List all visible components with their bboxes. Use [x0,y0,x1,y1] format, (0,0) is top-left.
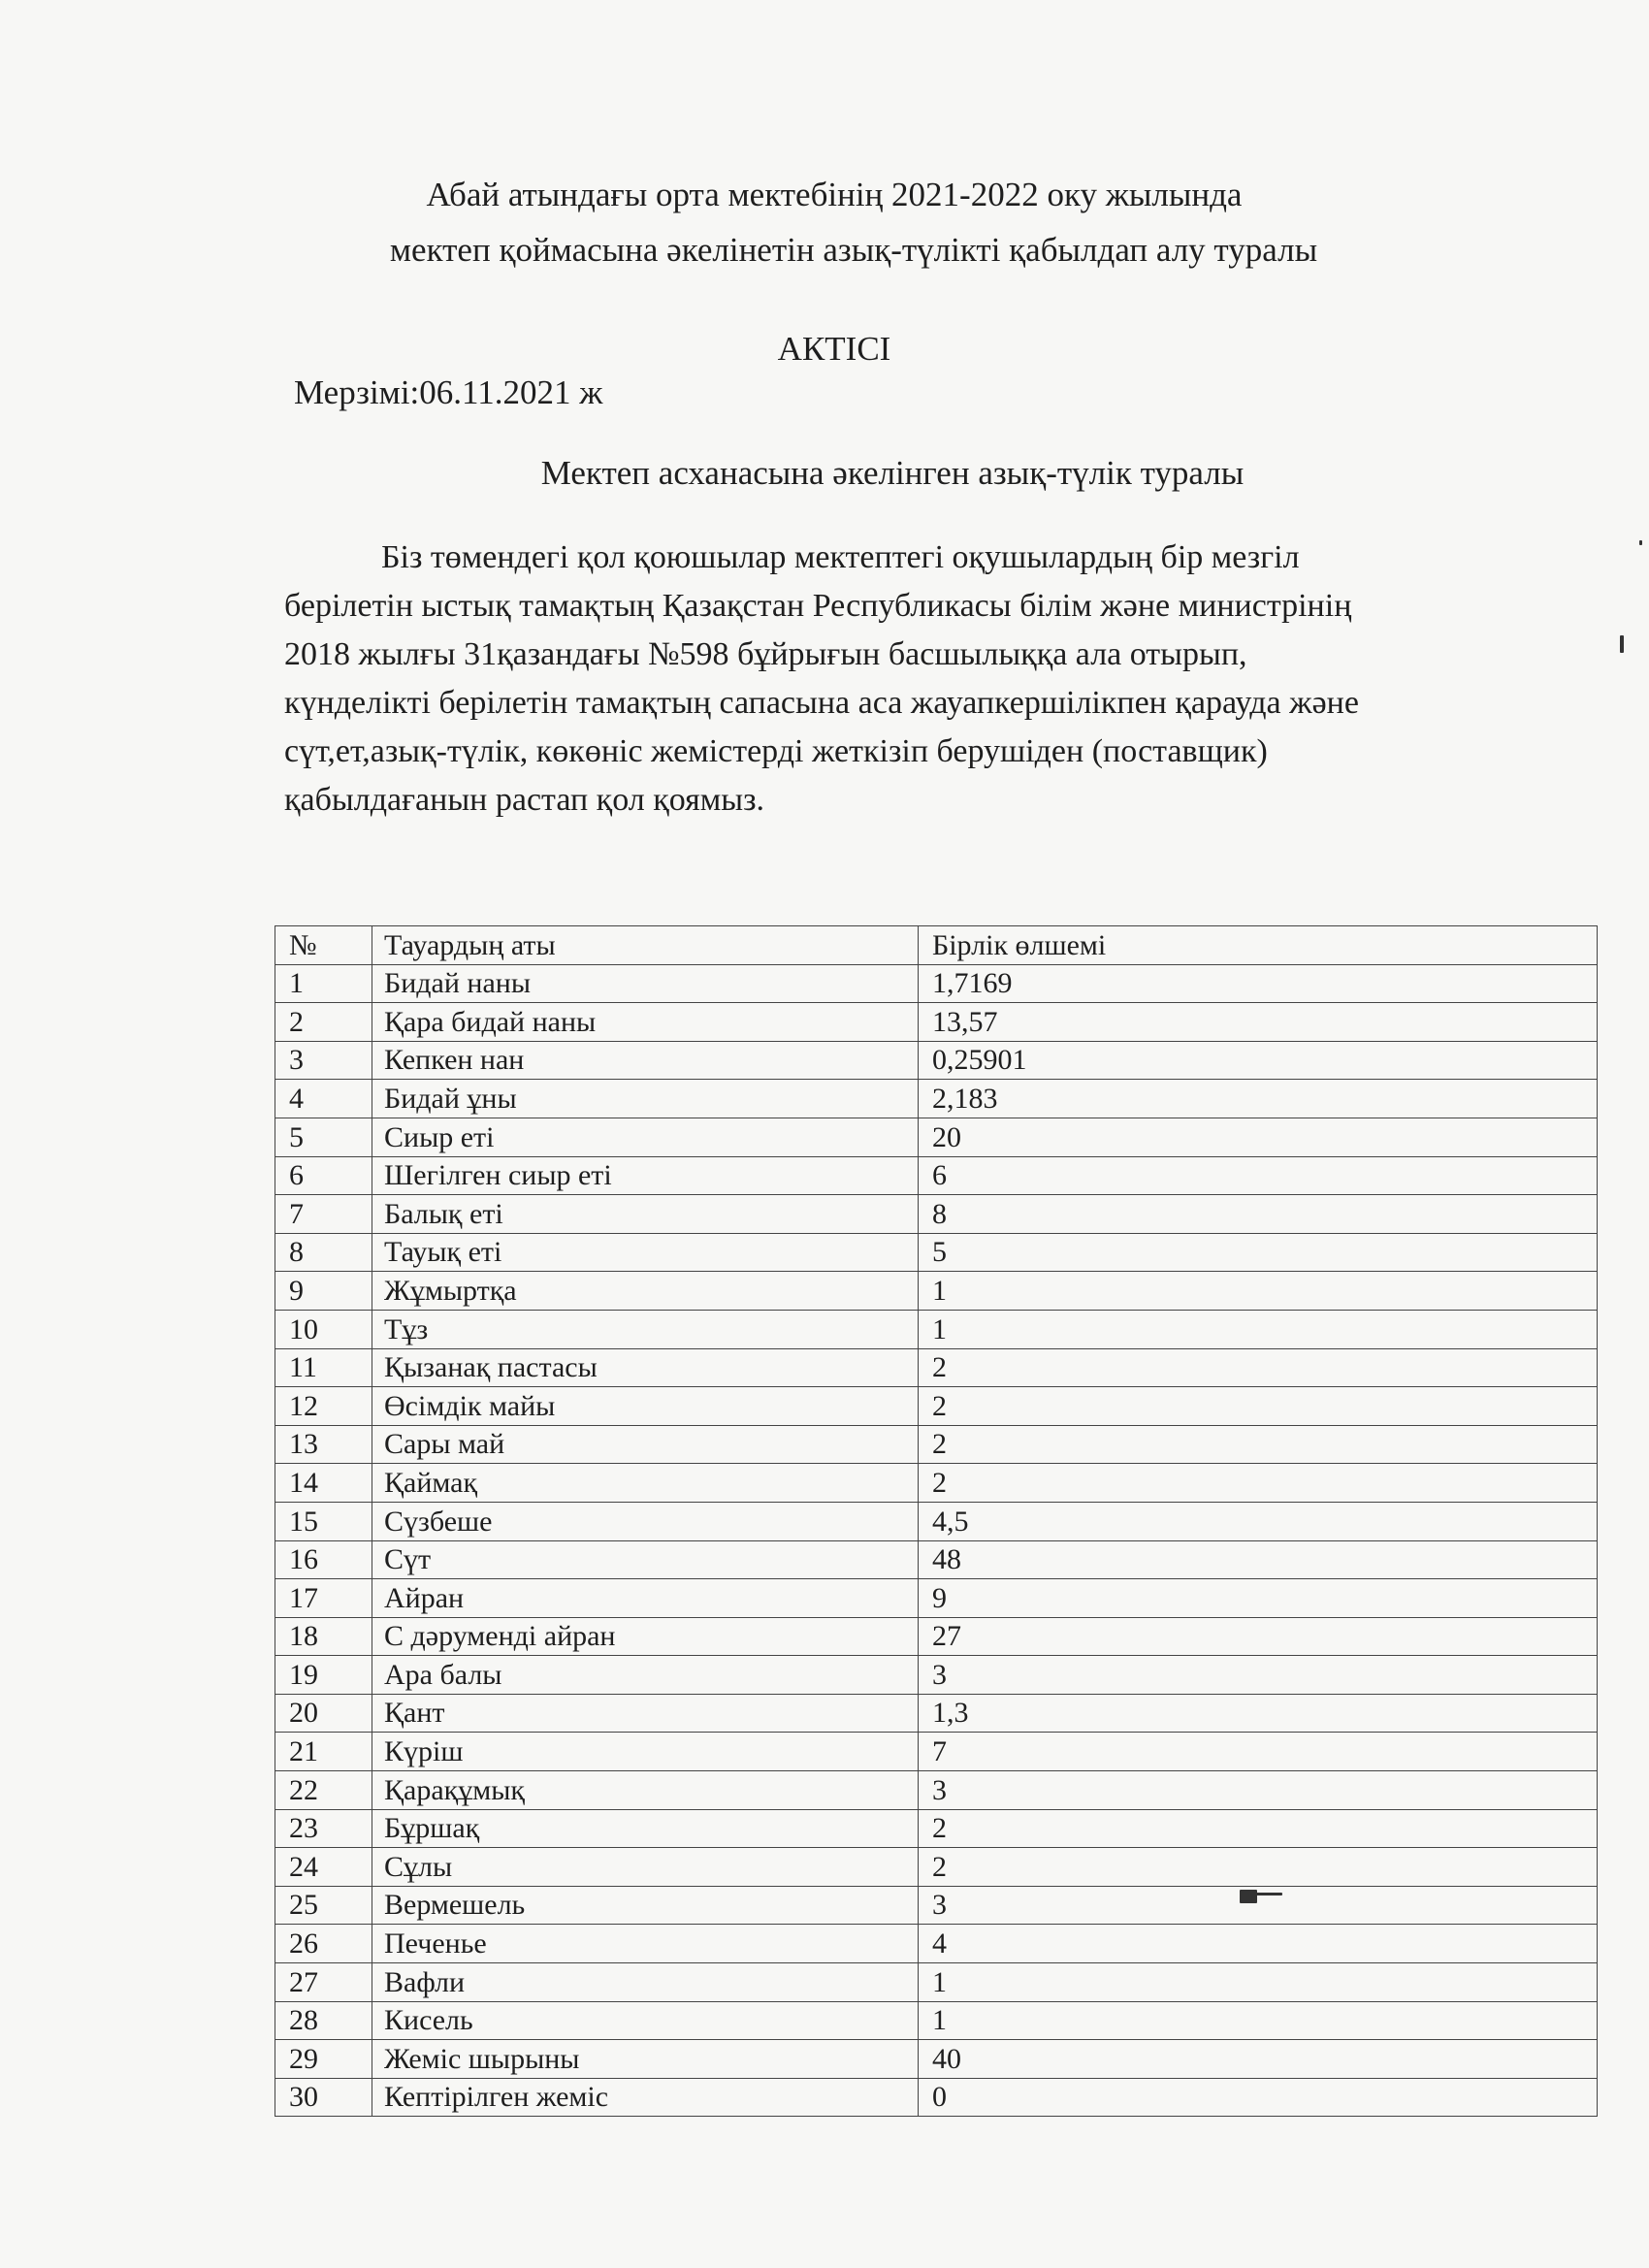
table-row [275,1310,1598,1348]
table-row [275,1656,1598,1695]
header-number: № [275,926,372,965]
document-title-line-2: мектеп қоймасына әкелінетін азық-түлікті қабылдап алу туралы [389,231,1318,269]
table-row [275,1771,1598,1810]
row-unit-value: 40 [919,2040,1598,2079]
row-unit-value: 9 [919,1579,1598,1618]
table-row [275,1809,1598,1848]
row-number: 17 [275,1579,372,1618]
table-row [275,1886,1598,1925]
table-row [275,1041,1598,1080]
table-row [275,1617,1598,1656]
row-product-name: Сұлы [372,1848,919,1887]
table-row [275,1080,1598,1118]
row-number: 1 [275,964,372,1003]
row-unit-value: 2 [919,1387,1598,1426]
document-title-line-1: Абай атындағы орта мектебінің 2021-2022 оку жылында [426,176,1243,213]
row-number: 4 [275,1080,372,1118]
row-product-name: Печенье [372,1925,919,1963]
row-number: 13 [275,1425,372,1464]
table-row [275,1925,1598,1963]
row-number: 21 [275,1733,372,1771]
row-unit-value: 48 [919,1540,1598,1579]
row-unit-value: 2 [919,1809,1598,1848]
row-unit-value: 0,25901 [919,1041,1598,1080]
table-row [275,1579,1598,1618]
table-row [275,1233,1598,1272]
row-unit-value: 8 [919,1195,1598,1234]
row-unit-value: 1 [919,1272,1598,1311]
row-number: 15 [275,1502,372,1540]
row-number: 22 [275,1771,372,1810]
row-product-name: Қызанақ пастасы [372,1348,919,1387]
row-product-name: Айран [372,1579,919,1618]
row-product-name: Қант [372,1694,919,1733]
paragraph-line: 2018 жылғы 31қазандағы №598 бұйрығын басшылыққа ала отырып, [284,636,1247,672]
paragraph-line: берілетін ыстық тамақтың Қазақстан Республикасы білім және министрінің [284,588,1352,624]
table-row [275,1540,1598,1579]
table-row [275,1502,1598,1540]
table-body [275,964,1598,2117]
row-unit-value: 2,183 [919,1080,1598,1118]
row-unit-value: 1,3 [919,1694,1598,1733]
row-number: 12 [275,1387,372,1426]
table-row [275,1464,1598,1503]
row-unit-value: 3 [919,1771,1598,1810]
table-row [275,1118,1598,1156]
row-unit-value: 2 [919,1348,1598,1387]
table-row [275,1348,1598,1387]
row-unit-value: 4 [919,1925,1598,1963]
row-product-name: Жеміс шырыны [372,2040,919,2079]
row-number: 23 [275,1809,372,1848]
paragraph-line: күнделікті берілетін тамақтың сапасына аса жауапкершілікпен қарауда және [284,685,1359,721]
row-product-name: Қарақұмық [372,1771,919,1810]
row-number: 20 [275,1694,372,1733]
header-product-name: Тауардың аты [372,926,919,965]
row-unit-value: 0 [919,2078,1598,2117]
row-product-name: Сары май [372,1425,919,1464]
header-unit: Бірлік өлшемі [919,926,1598,965]
row-number: 30 [275,2078,372,2117]
row-number: 9 [275,1272,372,1311]
row-number: 2 [275,1003,372,1042]
table-header-row [275,926,1598,965]
row-number: 14 [275,1464,372,1503]
row-product-name: Жұмыртқа [372,1272,919,1311]
row-product-name: Күріш [372,1733,919,1771]
table-row [275,1848,1598,1887]
row-number: 27 [275,1963,372,2002]
row-unit-value: 1 [919,2001,1598,2040]
row-unit-value: 2 [919,1464,1598,1503]
row-number: 19 [275,1656,372,1695]
row-product-name: Бидай ұны [372,1080,919,1118]
row-product-name: Бұршақ [372,1809,919,1848]
row-product-name: Тұз [372,1310,919,1348]
row-product-name: Шегілген сиыр еті [372,1156,919,1195]
row-number: 16 [275,1540,372,1579]
row-number: 3 [275,1041,372,1080]
row-number: 28 [275,2001,372,2040]
row-product-name: Тауық еті [372,1233,919,1272]
scan-speck [1255,1893,1282,1895]
row-unit-value: 13,57 [919,1003,1598,1042]
row-product-name: Кисель [372,2001,919,2040]
row-unit-value: 2 [919,1848,1598,1887]
paragraph-line: Біз төмендегі қол қоюшылар мектептегі оқушылардың бір мезгіл [381,539,1300,575]
row-number: 24 [275,1848,372,1887]
table-row [275,2078,1598,2117]
row-number: 29 [275,2040,372,2079]
products-table [275,925,1598,2117]
row-product-name: Вермешель [372,1886,919,1925]
row-number: 26 [275,1925,372,1963]
row-unit-value: 3 [919,1886,1598,1925]
row-product-name: Өсімдік майы [372,1387,919,1426]
row-number: 18 [275,1617,372,1656]
row-unit-value: 27 [919,1617,1598,1656]
row-number: 6 [275,1156,372,1195]
row-product-name: С дәруменді айран [372,1617,919,1656]
row-product-name: Ара балы [372,1656,919,1695]
row-product-name: Сүт [372,1540,919,1579]
scan-speck [1620,635,1624,653]
row-number: 11 [275,1348,372,1387]
row-unit-value: 3 [919,1656,1598,1695]
table-row [275,1733,1598,1771]
row-unit-value: 6 [919,1156,1598,1195]
row-product-name: Кепкен нан [372,1041,919,1080]
table-row [275,1694,1598,1733]
table-row [275,1272,1598,1311]
row-product-name: Сиыр еті [372,1118,919,1156]
table-row [275,2001,1598,2040]
row-unit-value: 1 [919,1310,1598,1348]
table-row [275,1195,1598,1234]
act-label: АКТІСІ [777,330,891,368]
table-row [275,1003,1598,1042]
row-unit-value: 1 [919,1963,1598,2002]
body-paragraph [284,534,1555,825]
table-row [275,1156,1598,1195]
table-row [275,1387,1598,1426]
row-unit-value: 5 [919,1233,1598,1272]
row-unit-value: 20 [919,1118,1598,1156]
row-number: 10 [275,1310,372,1348]
row-number: 8 [275,1233,372,1272]
row-product-name: Кептірілген жеміс [372,2078,919,2117]
row-number: 25 [275,1886,372,1925]
row-number: 5 [275,1118,372,1156]
row-product-name: Балық еті [372,1195,919,1234]
table-row [275,1963,1598,2002]
table-row [275,1425,1598,1464]
scan-speck [1240,1890,1257,1903]
paragraph-line: сүт,ет,азық-түлік, көкөніс жемістерді жеткізіп берушіден (поставщик) [284,733,1268,769]
row-product-name: Қаймақ [372,1464,919,1503]
document-date: Мерзімі:06.11.2021 ж [294,373,603,411]
row-unit-value: 2 [919,1425,1598,1464]
document-subtitle: Мектеп асханасына әкелінген азық-түлік туралы [540,454,1245,492]
row-product-name: Вафли [372,1963,919,2002]
paragraph-line: қабылдағанын растап қол қоямыз. [284,782,765,818]
table-row [275,2040,1598,2079]
scan-speck [1639,540,1642,545]
row-unit-value: 1,7169 [919,964,1598,1003]
row-product-name: Бидай наны [372,964,919,1003]
row-unit-value: 4,5 [919,1502,1598,1540]
row-unit-value: 7 [919,1733,1598,1771]
row-product-name: Қара бидай наны [372,1003,919,1042]
row-product-name: Сүзбеше [372,1502,919,1540]
table-row [275,964,1598,1003]
row-number: 7 [275,1195,372,1234]
